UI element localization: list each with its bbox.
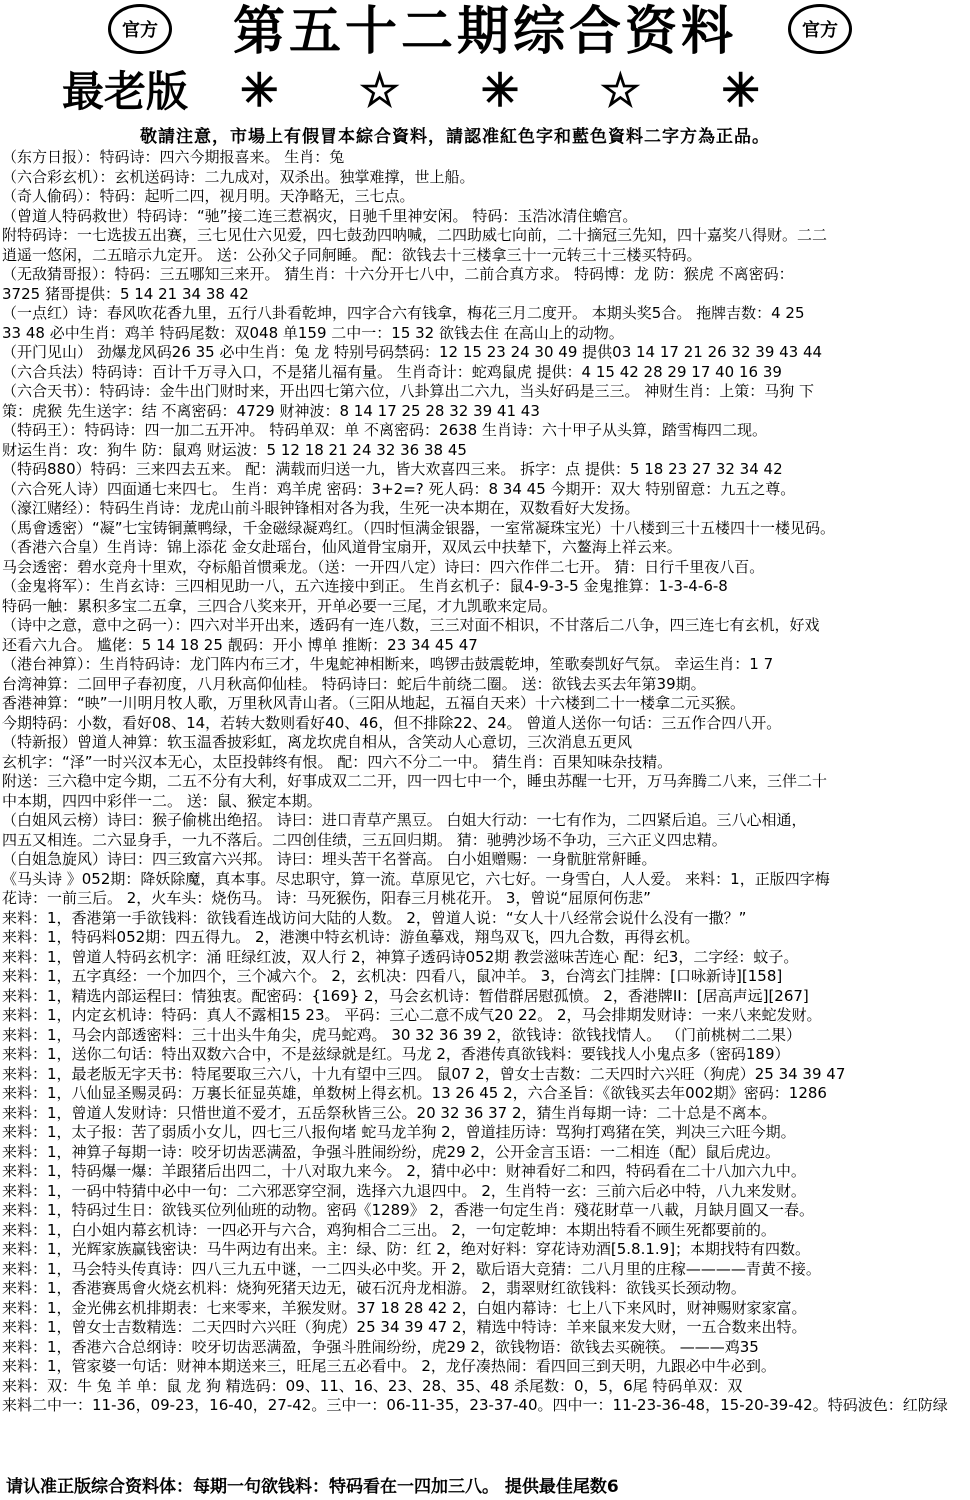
text-line: （诗中之意，意中之码一）：四六对半开出来，透码有一连八数，三三对面不相识，不甘落后二八争，四三连七有玄机，好戏 [2, 616, 820, 634]
text-line: 四五又相连。二六显身手，一九不落后。二四创佳绩，三五回归期。 猜：驰骋沙场不争功，三六正义四忠精。 [2, 830, 727, 849]
text-line: 来料：1，马会内部透密料：三十出头牛角尖，虎马蛇鸡。 30 32 36 39 2，欲钱诗：欲钱找情人。 （门前桃树二二果） [2, 1025, 802, 1044]
star-icon: ☆ [599, 63, 641, 117]
text-line: 玄机字：“泽”一时兴汉本无心，太臣投韩终有恨。 配：四六不分二一中。 猜生肖：百果知味杂技精。 [2, 752, 673, 771]
text-line: 来料：1，特码爆一爆：羊跟猪后出四二，十八对取九来今。 2，猜中必中：财神看好二和四，特码看在二十八加六九中。 [2, 1162, 806, 1180]
text-line: （特码王）：特码诗：四一加二五开冲。 特码单双：单 不离密码：2638 生肖诗：六十甲子从头算，踏雪梅四二现。 [2, 421, 767, 439]
text-line: 来料：1，曾女士吉数精选：二天四时六兴旺（狗虎）25 34 39 47 2，精选中特诗：羊来鼠来发大财，一五合数来出特。 [2, 1318, 807, 1336]
authenticity-notice: 敬請注意，市場上有假冒本綜合資料，請認准紅色字和藍色資料二字方為正品。 [140, 127, 770, 147]
text-line: （六合兵法）特码诗：百计千万寻入口，不是猪儿福有量。 生肖奇计：蛇鸡鼠虎 提供：4 15 42 28 29 17 40 16 39 [2, 362, 782, 381]
text-line: 还看六九合。 尴佬：5 14 18 25 靓码：开小 博单 推断：23 34 45 47 [2, 635, 478, 654]
text-line: （六合死人诗）四面通七来四七。 生肖：鸡羊虎 密码：3+2=? 死人码：8 34 45 今期开：双大 特别留意：九五之尊。 [2, 479, 796, 498]
text-line: （奇人偷码）：特码：起听二四，视月明。天净略无，三七点。 [2, 187, 415, 205]
text-line: 来料：1，曾道人特码玄机字：涌 旺绿红波，双人行 2，神算子透码诗052期 教尝滋味苦连心 配：纪3，二字经：蚊子。 [2, 947, 799, 966]
text-line: 来料：1，曾道人发财诗：只惜世道不爱才，五岳祭秋皆三公。20 32 36 37 2，猜生肖每期一诗：二十总是不离本。 [2, 1103, 777, 1122]
edition-label: 最老版 [62, 67, 189, 116]
text-line: （馬會透密）“凝”七宝铸铜薰鸭绿，千金磁绿凝鸡红。（四时恒满金银器，一室常凝珠宝光）十八楼到三十五楼四十一楼见码。 [2, 518, 836, 537]
text-line: 财运生肖：攻：狗牛 防：鼠鸡 财运波：5 12 18 21 24 32 36 38 45 [2, 440, 467, 459]
text-line: （港台神算）：生肖特码诗：龙门阵内布三才，牛鬼蛇神相断来，鸣锣击鼓震乾坤，笙歌奏凯好气氛。 幸运生肖：1 7 [2, 655, 774, 673]
text-line: 来料：1，香港赛馬會火烧玄机料：烧狗死猪天边无，破石沉舟龙相游。 2，翡翠财红欲钱料：欲钱买长颈动物。 [2, 1279, 746, 1297]
text-line: 策：虎猴 先生送字：结 不离密码：4729 财神波：8 14 17 25 28 32 39 41 43 [2, 401, 540, 420]
text-line: 来料：双：牛 兔 羊 单：鼠 龙 狗 精选码：09、11、16、23、28、35、48 杀尾数：0，5，6尾 特码单双：双 [2, 1376, 743, 1395]
decorative-stars [240, 62, 760, 118]
text-line: 来料：1，特码过生日：欲钱买位列仙班的动物。密码《1289》 2，香港一句定生肖：殘花財草一八載，月缺月圓又一春。 [2, 1201, 815, 1219]
text-line: （濠江赌经）：特码生肖诗：龙虎山前斗眼钟锋相对各为我，生死一决本期在，双数看好大发扬。 [2, 499, 640, 517]
text-line: （香港六合皇）生肖诗：锦上添花 金女赴瑶台，仙风道骨宝扇开，双凤云中扶辇下，六鳌海上祥云来。 [2, 538, 682, 556]
text-line: （白姐急旋风）诗曰：四三致富六兴邦。 诗曰：埋头苦干名誉高。 白小姐赠赐：一身骯脏常鼾睡。 [2, 850, 657, 868]
text-line: 中本期，四四中彩伴一二。 送：鼠、猴定本期。 [2, 791, 322, 810]
text-line: （开门见山） 劲爆龙风码26 35 必中生肖：兔 龙 特别号码禁码：12 15 23 24 30 49 提供03 14 17 21 26 32 39 43 44 [2, 343, 823, 361]
official-seal-left: 官方 [108, 4, 172, 54]
text-line: （六合天书）：特码诗：金牛出门财时来，开出四七第六位，八卦算出二六九，当头好码是三三。 神财生肖：上策：马狗 下 [2, 382, 815, 400]
text-line: 来料：1，八仙显圣赐灵码：万裏长征显英雄，单数树上得玄机。13 26 45 2，六合圣旨：《欲钱买去年002期》密码：1286 [2, 1084, 827, 1102]
text-line: 3725 猪哥提供：5 14 21 34 38 42 [2, 284, 249, 303]
text-line: （金鬼将军）：生肖玄诗：三四相见助一八，五六连接中到正。 生肖玄机子：鼠4-9-3-5 金鬼推算：1-3-4-6-8 [2, 577, 728, 595]
text-line: 来料：1，一码中特猜中必中一句：二六邪恶穿空洞，选择六九退四中。 2，生肖特一玄：三前六后必中特，八九来发财。 [2, 1181, 806, 1200]
asterisk-icon: ✳ [480, 63, 520, 117]
text-line: 马会透密：碧水竞舟十里欢，夺标船首惯乘龙。（送：一开四八定）诗曰：四六作伴二七开。 猜：日行千里夜八百。 [2, 557, 765, 576]
text-line: 台湾神算：二回甲子春初度，八月秋高仰仙桂。 特码诗曰：蛇后牛前绕二圈。 送：欲钱去买去年第39期。 [2, 674, 706, 693]
text-line: 来料二中一：11-36，09-23，16-40，27-42。三中一：06-11-35，23-37-40。四中一：11-23-36-48，15-20-39-42。特码波色：红防绿 [2, 1396, 948, 1414]
text-line: 附特码诗：一七选拔五出赛，三七见仕六见爱，四七鼓劲四呐喊，二四助威七向前，二十摘冠三先知，四十嘉奖八得财。二二 [2, 226, 828, 244]
text-line: 33 48 必中生肖：鸡羊 特码尾数：双048 单159 二中一：15 32 欲钱去住 在高山上的动物。 [2, 323, 624, 342]
text-line: 逍遥一悠闲，二五暗示九定开。 送：公孙父子同舸睡。 配：欲钱去十三楼拿三十一元转三十三楼买特码。 [2, 245, 702, 264]
official-seal-right: 官方 [788, 4, 852, 54]
text-line: （一点红）诗：春风吹花香九里，五行八卦看乾坤，四字合六有钱拿，梅花三月二度开。 本期头奖5合。 拖牌吉数：4 25 [2, 304, 805, 322]
asterisk-icon: ✳ [240, 63, 279, 117]
text-line: 来料：1，管家婆一句话：财神本期送来三，旺尾三五必看中。 2，龙仔凑热闹：看四回三到天明，九跟必中牛必到。 [2, 1357, 776, 1375]
text-line: 来料：1，白小姐内幕玄机诗：一四必开与六合，鸡狗相合二三出。 2，一句定乾坤：本期出特看不顾生死都要前的。 [2, 1220, 776, 1239]
text-line: 今期特码：小数，看好08、14，若转大数则看好40、46，但不排除22、24。 曾道人送你一句话：三五作合四八开。 [2, 713, 782, 732]
page-title: 第五十二期综合资料 [232, 1, 737, 62]
text-line: （东方日报）：特码诗：四六今期报喜来。 生肖：兔 [2, 148, 345, 166]
text-line: 来料：1，香港第一手欲钱料：欲钱看连战访问大陆的人数。 2，曾道人说：“女人十八经常会说什么没有一撒？” [2, 908, 747, 927]
text-line: 特码一触：累积多宝二五拿，三四合八奖来开，开单必要一三尾，才九凯歌来定局。 [2, 596, 558, 615]
text-line: 来料：1，五字真经：一个加四个，三个减六个。 2，玄机决：四看八，鼠冲羊。 3，台湾玄门挂牌：[口咏新诗][158] [2, 967, 783, 985]
text-line: 香港神算：“映”一川明月牧人歌，万里秋风青山者。（三阳从地起，五福自天来）十六楼到二十一楼拿二元买猴。 [2, 694, 746, 712]
text-line: （无敌猜哥报）：特码：三五哪知三来开。 猜生肖：十六分开七八中，二前合真方求。 特码博：龙 防：猴虎 不离密码： [2, 265, 794, 283]
text-line: 来料：1，光辉家族赢钱密诀：马牛两边有出来。主：绿、防：红 2，绝对好料：穿花诗劝酒[5.8.1.9]；本期找特有四数。 [2, 1240, 811, 1258]
star-icon: ☆ [359, 63, 401, 117]
text-line: 来料：1，特码料052期：四五得九。 2，港澳中特玄机诗：游鱼摹戏，翔鸟双飞，四九合数，再得玄机。 [2, 928, 700, 946]
text-line: 来料：1，送你二句话：特出双数六合中，不是兹绿就是红。马龙 2，香港传真欲钱料：要钱找人小鬼点多（密码189） [2, 1045, 790, 1063]
text-line: 来料：1，香港六合总纲诗：咬牙切齿恶满盈，争强斗胜闹纷纷，虎29 2，欲钱物语：欲钱去买碗筷。 ———鸡35 [2, 1337, 759, 1356]
text-line: 来料：1，神算子每期一诗：咬牙切齿恶满盈，争强斗胜闹纷纷，虎29 2，公开金言玉语：一二相连（配）鼠后虎边。 [2, 1142, 780, 1161]
header [0, 0, 970, 147]
text-line: 来料：1，精选内部运程曰：情独衷。配密码：{169} 2，马会玄机诗：暂借群居慰孤愤。 2，香港牌II：[居高声远][267] [2, 986, 809, 1005]
text-line: （六合彩玄机）：玄机送码诗：二九成对，双杀出。独掌难撑，世上船。 [2, 167, 475, 186]
text-line: 附送：三六稳中定今期，二五不分有大利，好事成双二二开，四一四七中一个，睡虫苏醒一七开，万马奔腾二八来，三伴二十 [2, 772, 828, 790]
asterisk-icon: ✳ [721, 63, 760, 117]
text-line: 来料：1，最老版无字天书：特尾要取三六八，十九有望中三四。 鼠07 2，曾女士吉数：二天四时六兴旺（狗虎）25 34 39 47 [2, 1064, 846, 1083]
text-line: 来料：1，内定玄机诗：特码：真人不露相15 23。 平码：三心二意不成气20 22。 2，马会排期发财诗：一来八来蛇发财。 [2, 1006, 822, 1024]
text-line: 《马头诗 》052期：降妖除魔，真本事。尽忠职守，算一流。草原见它，六七好。一身雪白，人人爱。 来料：1，正版四字梅 [2, 869, 830, 888]
text-line: 来料：1，太子报：苦了弱质小女儿，四七三八报佝堵 蛇马龙羊狗 2，曾道挂历诗：骂狗打鸡猪在笑，判决三六旺今期。 [2, 1123, 796, 1141]
text-line: 来料：1，金光佛玄机排期表：七来零来，羊猴发财。37 18 28 42 2，白姐内幕诗：七上八下来风时，财神赐财家家富。 [2, 1298, 807, 1317]
text-line: （特码880）特码：三来四去五来。 配：满载而归送一九，皆大欢喜四三来。 拆字：点 提供：5 18 23 27 32 34 42 [2, 460, 783, 478]
text-line: （特新报）曾道人神算：软玉温香披彩虹，离龙坎虎自相从，含笑动人心意切，三次消息五更风 [2, 733, 633, 751]
content-lines [2, 148, 968, 1416]
text-line: （曾道人特码救世）特码诗：“驰”接二连三惹祸灾，日驰千里神安闲。 特码：玉浩冰清住蟾宫。 [2, 206, 638, 225]
footer-banner: 请认准正版综合资料体：每期一句欲钱料：特码看在一四加三八。 提供最佳尾数6 [6, 1477, 619, 1497]
text-line: 来料：1，马会特头传真诗：四八三九五中谜，一二四头必中奖。开 2，歇后语大竞猜：二八月里的庄稼————青黄不接。 [2, 1259, 821, 1278]
text-line: （白姐风云榜）诗曰：猴子偷桃出绝招。 诗曰：进口青草产黑豆。 白姐大行动：一七有作为，二四紧后追。三八心相通， [2, 811, 807, 829]
text-line: 花诗：一前三后。 2，火车头：烧伤马。 诗：马死猴伤，阳春三月桃花开。 3，曾说“屈原何伤悲” [2, 889, 651, 907]
